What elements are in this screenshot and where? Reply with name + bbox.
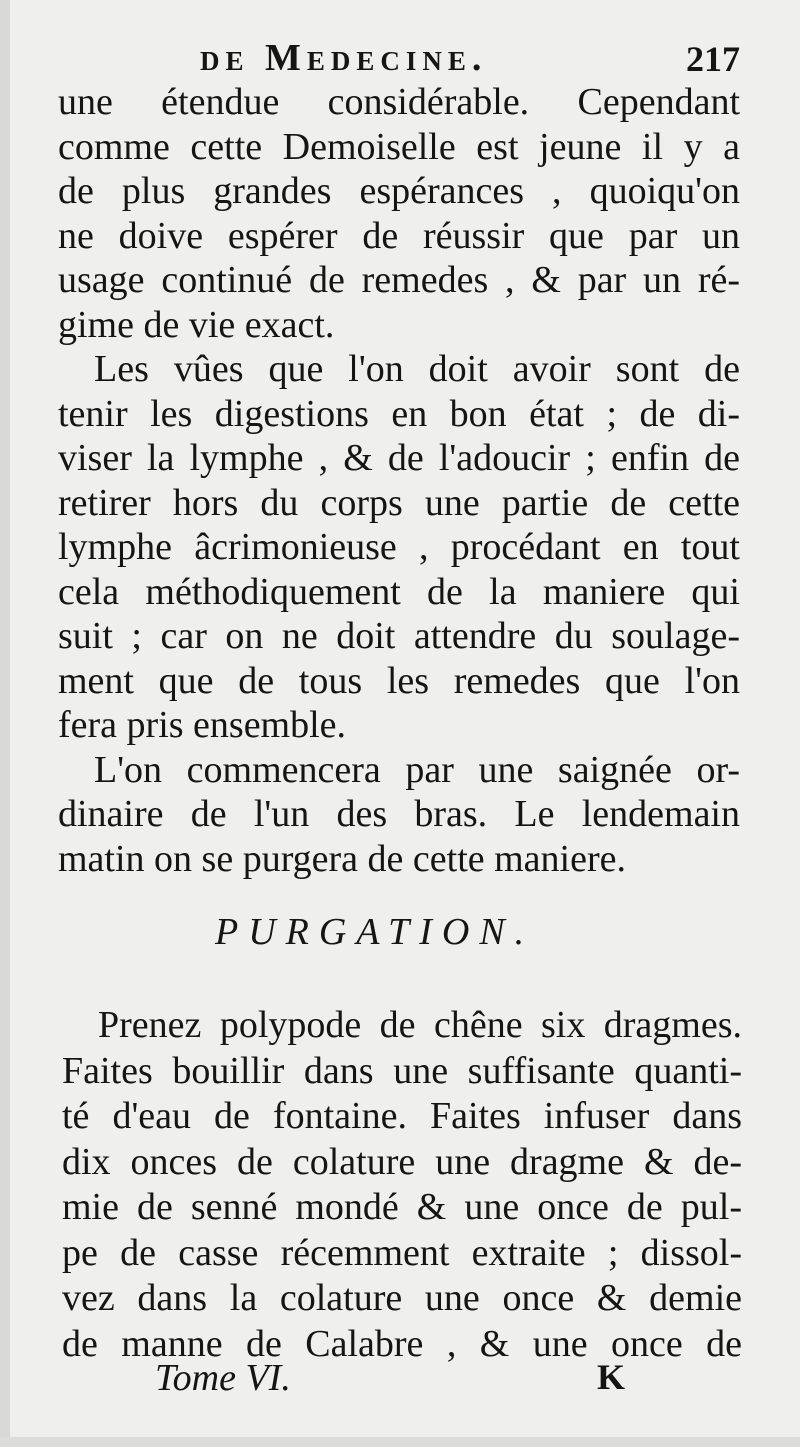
text-line: ne doive espérer de réussir que par un [58, 214, 740, 257]
page-footer [155, 1356, 625, 1406]
text-line: pe de casse récemment extraite ; dissol- [62, 1231, 742, 1274]
volume-label: Tome VI. [155, 1357, 291, 1399]
page-edge-bottom [0, 1437, 800, 1447]
text-line: Les vûes que l'on doit avoir sont de [94, 348, 740, 390]
text-line: L'on commencera par une saignée or- [94, 748, 740, 791]
section-title: PURGATION. [215, 911, 535, 953]
text-line: dix onces de colature une dragme & de- [62, 1140, 742, 1183]
running-head: de Medecine. [200, 37, 488, 79]
text-line: tenir les digestions en bon état ; de di- [58, 392, 740, 435]
text-line: Prenez polypode de chêne six dragmes. [98, 1004, 742, 1046]
text-line: Faites bouillir dans une suffisante quanti- [62, 1049, 742, 1092]
text-line: dinaire de l'un des bras. Le lendemain [58, 793, 740, 835]
text-line: de plus grandes espérances , quoiqu'on [58, 170, 740, 212]
text-line: de manne de Calabre , & une once de [62, 1322, 742, 1365]
page-edge-left [0, 0, 10, 1447]
text-line: lymphe âcrimonieuse , procédant en tout [58, 526, 740, 568]
text-line: té d'eau de fontaine. Faites infuser dans [62, 1095, 742, 1137]
body-text-top [58, 80, 740, 881]
text-line: vez dans la colature une once & demie [62, 1277, 742, 1319]
text-line: suit ; car on ne doit attendre du soulage- [58, 615, 740, 657]
body-text-bottom [62, 1003, 742, 1367]
text-line: cela méthodiquement de la maniere qui [58, 570, 740, 613]
signature-mark: K [596, 1357, 625, 1397]
text-line: ment que de tous les remedes que l'on [58, 659, 740, 702]
text-line: mie de senné mondé & une once de pul- [62, 1186, 742, 1228]
text-line: viser la lymphe , & de l'adoucir ; enfin de [58, 437, 740, 479]
text-line: retirer hors du corps une partie de cette [58, 481, 740, 524]
page-header [60, 36, 740, 86]
text-line: fera pris ensemble. [58, 704, 347, 746]
text-line: comme cette Demoiselle est jeune il y a [58, 125, 740, 168]
text-line: usage continué de remedes , & par un ré- [58, 259, 740, 301]
page-number: 217 [686, 39, 740, 79]
text-line: matin on se purgera de cette maniere. [58, 837, 626, 880]
text-line: gime de vie exact. [58, 303, 335, 346]
text-line: une étendue considérable. Cependant [58, 81, 740, 123]
